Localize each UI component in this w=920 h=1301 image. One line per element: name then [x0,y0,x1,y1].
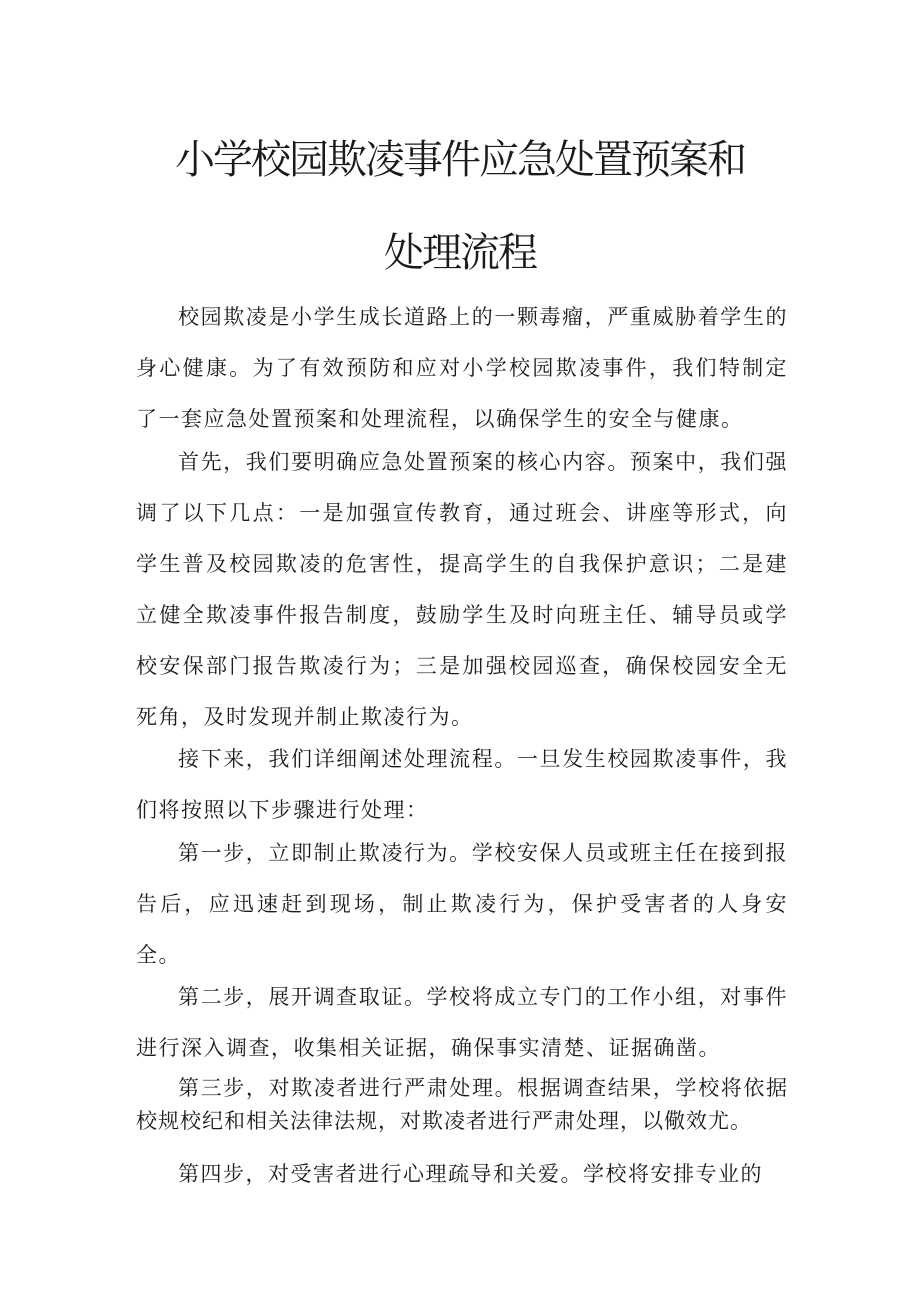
paragraph-step-2: 第二步，展开调查取证。学校将成立专门的工作小组，对事件进行深入调查，收集相关证据，确保事实清楚、证据确凿。 [136,985,788,1060]
document-title-line-2: 处理流程 [384,230,536,276]
paragraph-plan-core: 首先，我们要明确应急处置预案的核心内容。预案中，我们强调了以下几点：一是加强宣传教育，通过班会、讲座等形式，向学生普及校园欺凌的危害性，提高学生的自我保护意识；二是建立健全欺凌事件报告制度，鼓励学生及时向班主任、辅导员或学校安保部门报告欺凌行为；三是加强校园巡查，确保校园安全无死角，及时发现并制止欺凌行为。 [136,450,788,729]
paragraph-intro: 校园欺凌是小学生成长道路上的一颗毒瘤，严重威胁着学生的身心健康。为了有效预防和应对小学校园欺凌事件，我们特制定了一套应急处置预案和处理流程，以确保学生的安全与健康。 [136,305,788,431]
document-title-line-1: 小学校园欺凌事件应急处置预案和 [175,137,745,183]
paragraph-step-1: 第一步，立即制止欺凌行为。学校安保人员或班主任在接到报告后，应迅速赶到现场，制止欺凌行为，保护受害者的人身安全。 [136,841,788,967]
paragraph-process-intro: 接下来，我们详细阐述处理流程。一旦发生校园欺凌事件，我们将按照以下步骤进行处理： [136,747,788,822]
paragraph-step-4: 第四步，对受害者进行心理疏导和关爱。学校将安排专业的 [178,1162,763,1186]
paragraph-step-3: 第三步，对欺凌者进行严肃处理。根据调查结果，学校将依据校规校纪和相关法律法规，对欺凌者进行严肃处理，以儆效尤。 [136,1076,788,1133]
